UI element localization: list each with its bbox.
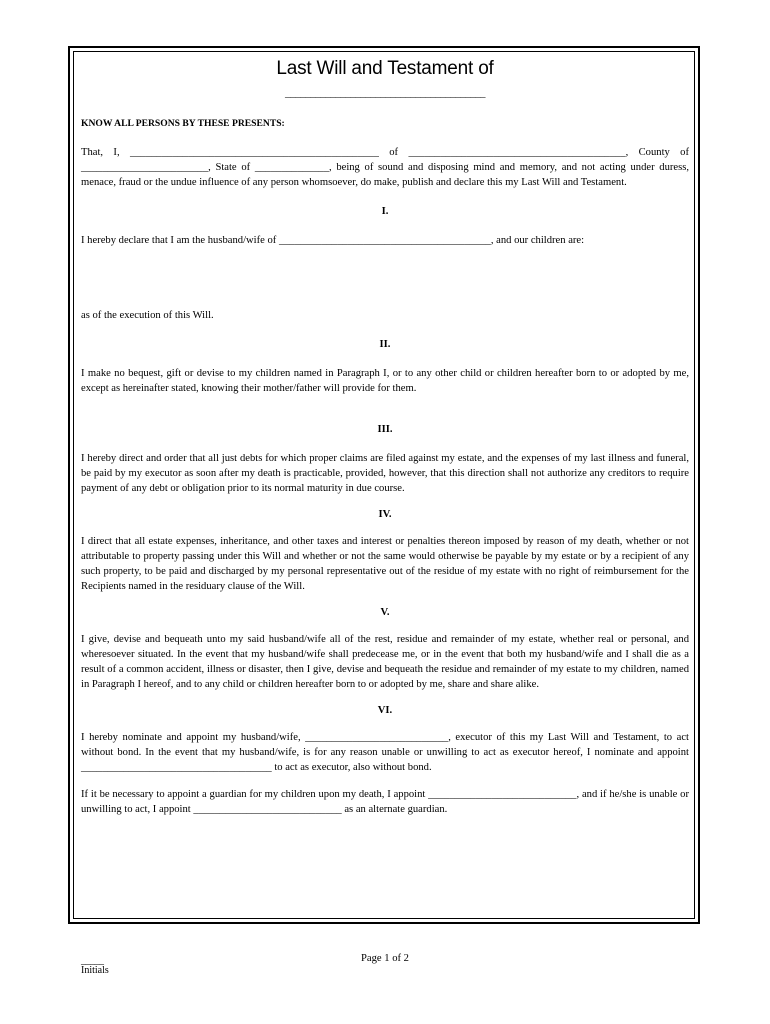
section-heading-3: III. <box>377 424 393 435</box>
document-body <box>81 58 689 817</box>
section-6-paragraph-2: If it be necessary to appoint a guardian for my children upon my death, I appoint ____________________________, and if he/she is unable or unwilling to act, I appoint ____________________________ as an alternate guardian. <box>81 789 689 815</box>
section-1-paragraph: I hereby declare that I am the husband/wife of ________________________________________, and our children are: <box>81 235 585 246</box>
initials-blank: _____ <box>81 955 104 966</box>
section-5-paragraph: I give, devise and bequeath unto my said husband/wife all of the rest, residue and remainder of my estate, whether real or personal, and wheresoever situated. In the event that my husband/wife shall predecease me, or in the event that both my husband/wife and I shall die as a result of a common accident, illness or disaster, then I give, devise and bequeath the residue and remainder of my estate to my children, named in Paragraph I hereof, and to any child or children hereafter born to or adopted by me, share and share alike. <box>81 634 689 690</box>
document-title: Last Will and Testament of <box>276 58 494 79</box>
section-heading-6: VI. <box>377 705 393 716</box>
page-number: Page 1 of 2 <box>361 953 409 964</box>
initials-label: Initials <box>81 965 109 976</box>
section-4-paragraph: I direct that all estate expenses, inheritance, and other taxes and interest or penalties thereon imposed by reason of my death, whether or not attributable to property passing under this Will and whether or not the same would otherwise be payable by my estate or by a recipient of any such property, to be paid and discharged by my personal representative out of the residue of my estate with no right of reimbursement for the Recipients named in the residuary clause of the Will. <box>81 536 689 592</box>
section-heading-4: IV. <box>378 509 392 520</box>
section-heading-2: II. <box>379 339 391 350</box>
intro-paragraph: That, I, _______________________________________________ of _________________________________________, County of ________________________, State of ______________, being of sound and disposing mind and memory, and not acting under duress, menace, fraud or the undue influence of any person whomsoever, do make, publish and declare this my Last Will and Testament. <box>81 147 689 188</box>
section-2-paragraph: I make no bequest, gift or devise to my children named in Paragraph I, or to any other child or children hereafter born to or adopted by me, except as hereinafter stated, knowing their mother/father will provide for them. <box>81 368 689 394</box>
section-3-paragraph: I hereby direct and order that all just debts for which proper claims are filed against my estate, and the expenses of my last illness and funeral, be paid by my executor as soon after my death is practicable, provided, however, that this direction shall not authorize any creditors to require payment of any debt or obligation prior to its normal maturity in due course. <box>81 453 689 494</box>
section-heading-5: V. <box>380 607 390 618</box>
testator-name-blank: ________________________________________ <box>285 87 485 99</box>
section-6-paragraph-1: I hereby nominate and appoint my husband/wife, ___________________________, executor of this my Last Will and Testament, to act without bond. In the event that my husband/wife, is for any reason unable or unwilling to act as executor hereof, I nominate and appoint ____________________________________ to act as executor, also without bond. <box>81 732 689 773</box>
section-1-after: as of the execution of this Will. <box>81 310 214 321</box>
know-all-heading: KNOW ALL PERSONS BY THESE PRESENTS: <box>81 118 285 129</box>
section-heading-1: I. <box>381 206 389 217</box>
